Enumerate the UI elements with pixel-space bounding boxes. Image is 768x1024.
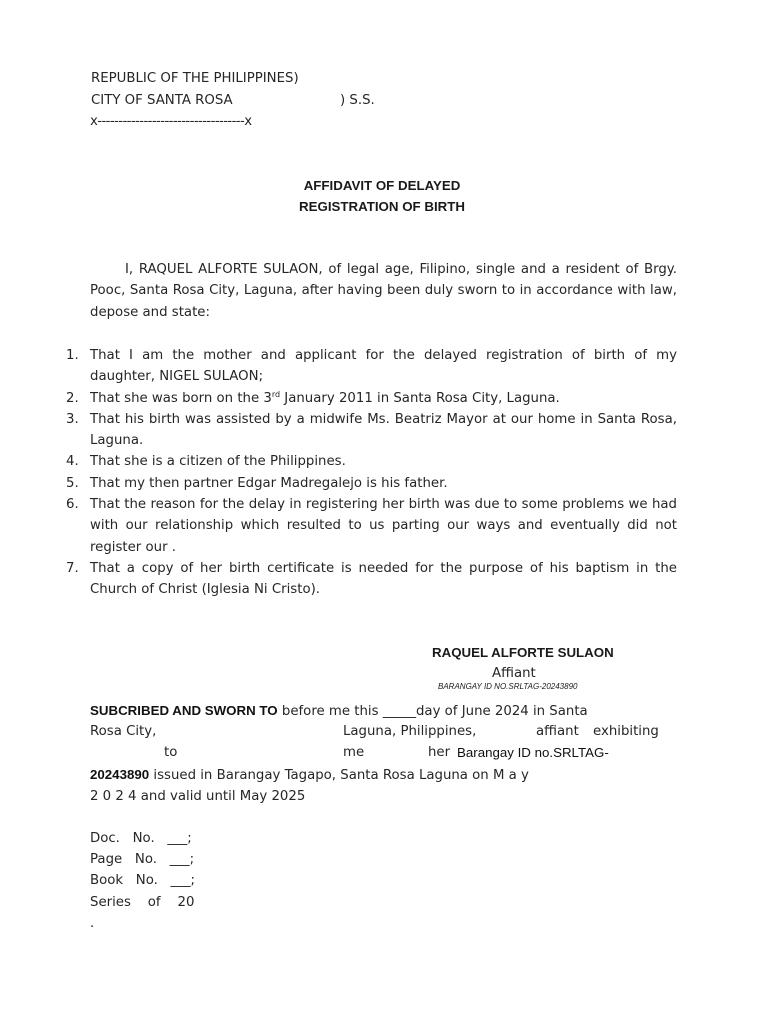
- jurat-line: before me this _____day of June 2024 in Santa: [281, 704, 588, 719]
- jurat-heading: SUBCRIBED AND SWORN TO: [90, 703, 278, 718]
- list-item: [66, 558, 677, 601]
- list-item: [66, 494, 677, 558]
- statement-list: [66, 345, 677, 601]
- list-item: [66, 473, 677, 494]
- ordinal-suffix: rd: [271, 389, 281, 399]
- jurat-id-ref: Barangay ID no.SRLTAG-: [457, 745, 609, 760]
- list-item: [66, 451, 677, 472]
- list-text: That his birth was assisted by a midwife Ms. Beatriz Mayor at our home in Santa Rosa, Laguna.: [90, 411, 677, 449]
- list-text: That my then partner Edgar Madregalejo is his father.: [90, 475, 448, 491]
- header-ss: ) S.S.: [340, 93, 375, 108]
- jurat-line: issued in Barangay Tagapo, Santa Rosa Laguna on M a y: [153, 768, 529, 783]
- document-title-line2: REGISTRATION OF BIRTH: [299, 199, 465, 214]
- jurat-line: 2 0 2 4 and valid until May 2025: [90, 789, 306, 804]
- header-city: CITY OF SANTA ROSA: [91, 93, 233, 108]
- list-item: [66, 388, 677, 409]
- list-text: That I am the mother and applicant for the delayed registration of birth of my daughter, NIGEL SULAON;: [90, 348, 677, 385]
- document-title-line1: AFFIDAVIT OF DELAYED: [303, 178, 461, 193]
- list-text: That she was born on the 3: [90, 390, 272, 406]
- jurat-line: her: [428, 745, 451, 760]
- jurat-line: exhibiting: [593, 724, 659, 739]
- jurat-line: to: [164, 745, 178, 760]
- affiant-role: Affiant: [492, 666, 536, 681]
- list-text: That a copy of her birth certificate is needed for the purpose of his baptism in the Church of Christ (Iglesia Ni Cristo).: [90, 560, 677, 598]
- list-number: 2.: [66, 390, 79, 406]
- jurat-paragraph: [90, 703, 670, 813]
- notary-series: Series of 20: [90, 895, 195, 910]
- jurat-line: me: [343, 745, 365, 760]
- list-number: 4.: [66, 454, 79, 470]
- notary-dot: .: [90, 916, 95, 931]
- header-separator: x-----------------------------------x: [90, 114, 252, 129]
- list-text: That the reason for the delay in registering her birth was due to some problems we had with our relationship which resulted to us parting our ways and eventually did not register our .: [90, 497, 677, 555]
- intro-paragraph: I, RAQUEL ALFORTE SULAON, of legal age, Filipino, single and a resident of Brgy. Pooc, Santa Rosa City, Laguna, after having been duly sworn to in accordance with law, depose and state:: [90, 262, 677, 320]
- list-number: 3.: [66, 411, 79, 427]
- list-text: January 2011 in Santa Rosa City, Laguna.: [280, 390, 560, 406]
- jurat-line: affiant: [536, 724, 579, 739]
- list-number: 1.: [66, 348, 79, 363]
- list-text: That she is a citizen of the Philippines.: [90, 454, 346, 470]
- header-republic: REPUBLIC OF THE PHILIPPINES): [91, 71, 299, 86]
- list-number: 7.: [66, 560, 79, 576]
- list-item: [66, 409, 677, 452]
- affiant-id: BARANGAY ID NO.SRLTAG-20243890: [438, 682, 578, 691]
- list-item: [66, 345, 677, 388]
- jurat-line: Laguna, Philippines,: [343, 724, 477, 739]
- notary-doc-no: Doc. No. ___;: [90, 831, 192, 846]
- jurat-line: Rosa City,: [90, 724, 157, 739]
- notary-book-no: Book No. ___;: [90, 873, 195, 888]
- jurat-id-number: 20243890: [90, 767, 150, 782]
- list-number: 6.: [66, 497, 79, 513]
- affiant-name: RAQUEL ALFORTE SULAON: [432, 645, 614, 660]
- notary-page-no: Page No. ___;: [90, 852, 195, 867]
- list-number: 5.: [66, 475, 79, 491]
